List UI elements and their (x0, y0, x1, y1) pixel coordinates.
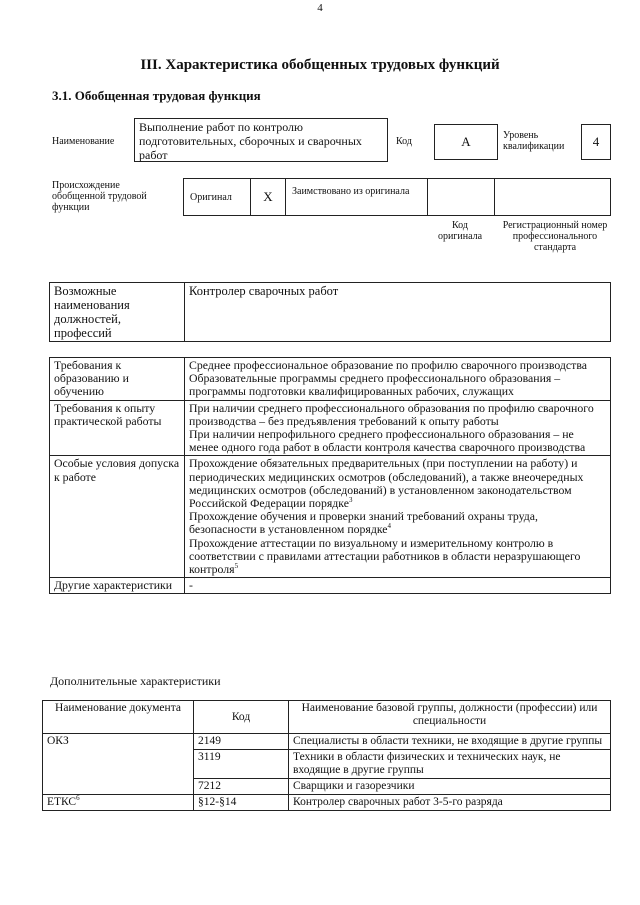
origin-label: Происхождение обобщенной трудовой функции (52, 180, 147, 213)
code-label: Код (396, 136, 412, 147)
reg-number-caption: Регистрационный номер профессионального стандарта (502, 220, 608, 253)
special-condition-text: Прохождение аттестации по визуальному и измерительному контролю в соответствии с правилами аттестации работников в области неразрушающего контроля (189, 535, 581, 577)
code-value-box (434, 124, 498, 160)
special-condition-text: Прохождение обучения и проверки знаний требований охраны труда, безопасности в установленном порядке (189, 509, 538, 537)
borrowed-label: Заимствовано из оригинала (292, 186, 410, 197)
special-condition-item (189, 537, 606, 577)
okz-code: 2149 (194, 734, 289, 750)
special-condition-item (189, 457, 606, 510)
level-value: 4 (592, 134, 600, 149)
positions-table (49, 282, 611, 342)
etks-cell (43, 795, 194, 811)
okz-name: Техники в области физических и технических наук, не входящие в другие группы (289, 750, 611, 779)
experience-line: При наличии непрофильного среднего профессионального образования – не менее одного года работ в области контроля качества сварочного производства (189, 427, 586, 455)
code-value: A (461, 134, 471, 149)
okz-name: Специалисты в области техники, не входящие в другие группы (289, 734, 611, 750)
education-cell (185, 358, 611, 401)
special-condition-text: Прохождение обязательных предварительных (при поступлении на работу) и периодических медицинских осмотров (обследований), а также внеочередных медицинских осмотров (обследований) в установленном законодательством Российской Федерации порядке (189, 456, 584, 511)
page-number: 4 (317, 2, 323, 14)
footnote-ref: 4 (387, 522, 392, 531)
header-code: Код (194, 701, 289, 734)
requirements-table (49, 357, 611, 594)
level-value-box (581, 124, 611, 160)
other-label: Другие характеристики (50, 578, 185, 594)
function-name-value: Выполнение работ по контролю подготовительных, сборочных и сварочных работ (139, 120, 362, 162)
positions-value: Контролер сварочных работ (185, 283, 611, 342)
okz-name: Сварщики и газорезчики (289, 779, 611, 795)
header-doc: Наименование документа (43, 701, 194, 734)
education-label: Требования к образованию и обучению (50, 358, 185, 401)
etks-name: Контролер сварочных работ 3-5-го разряда (289, 795, 611, 811)
original-label: Оригинал (190, 192, 232, 203)
header-name: Наименование базовой группы, должности (профессии) или специальности (289, 701, 611, 734)
special-conditions-label: Особые условия допуска к работе (50, 456, 185, 578)
experience-line: При наличии среднего профессионального образования по профилю сварочного производства – без предъявления требований к опыту работы (189, 400, 594, 428)
additional-title: Дополнительные характеристики (50, 674, 221, 688)
etks-label: ЕТКС (47, 796, 77, 808)
footnote-ref: 5 (234, 562, 239, 571)
origin-divider-3 (427, 178, 428, 216)
positions-label: Возможные наименования должностей, профессий (50, 283, 185, 342)
additional-table (42, 700, 611, 811)
origin-divider-4 (494, 178, 495, 216)
footnote-ref: 3 (348, 496, 353, 505)
okz-code: 7212 (194, 779, 289, 795)
special-condition-item (189, 510, 606, 536)
level-label: Уровень квалификации (503, 130, 565, 152)
function-name-box (134, 118, 388, 162)
okz-code: 3119 (194, 750, 289, 779)
section-title: III. Характеристика обобщенных трудовых функций (140, 57, 500, 73)
special-conditions-cell (185, 456, 611, 578)
etks-code: §12-§14 (194, 795, 289, 811)
okz-label: ОКЗ (43, 734, 194, 795)
subsection-title: 3.1. Обобщенная трудовая функция (52, 88, 261, 103)
origin-divider-2 (285, 178, 286, 216)
origin-table (183, 178, 611, 216)
original-mark: X (263, 189, 273, 204)
name-label: Наименование (52, 136, 115, 147)
footnote-ref: 6 (76, 794, 80, 803)
code-original-caption: Код оригинала (437, 220, 483, 242)
education-line: Образовательные программы среднего профессионального образования – программы подготовки квалифицированных рабочих, служащих (189, 371, 561, 399)
experience-label: Требования к опыту практической работы (50, 400, 185, 456)
other-value: - (185, 578, 611, 594)
experience-cell (185, 400, 611, 456)
education-line: Среднее профессиональное образование по профилю сварочного производства (189, 358, 587, 372)
